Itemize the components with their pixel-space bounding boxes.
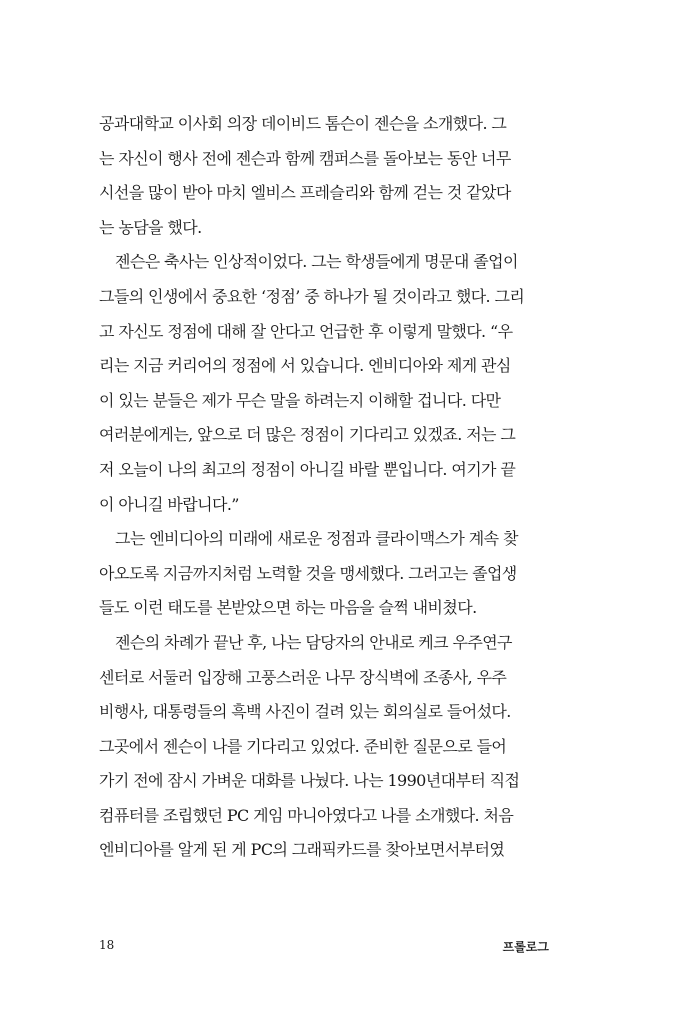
text-line: 젠슨은 축사는 인상적이었다. 그는 학생들에게 명문대 졸업이 (115, 252, 518, 272)
text-line: 고 자신도 정점에 대해 잘 안다고 언급한 후 이렇게 말했다. “우 (99, 321, 513, 341)
text-line: 들도 이런 태도를 본받았으면 하는 마음을 슬쩍 내비쳤다. (99, 598, 477, 618)
text-line: 가기 전에 잠시 가벼운 대화를 나눴다. 나는 1990년대부터 직접 (99, 771, 520, 791)
text-line: 그곳에서 젠슨이 나를 기다리고 있었다. 준비한 질문으로 들어 (99, 736, 507, 756)
text-line: 아오도록 지금까지처럼 노력할 것을 맹세했다. 그러고는 졸업생 (99, 563, 517, 583)
body-text (99, 107, 549, 868)
text-line: 그들의 인생에서 중요한 ‘정점’ 중 하나가 될 것이라고 했다. 그리 (99, 286, 525, 306)
text-line: 엔비디아를 알게 된 게 PC의 그래픽카드를 찾아보면서부터였 (99, 840, 505, 860)
text-line: 이 있는 분들은 제가 무슨 말을 하려는지 이해할 겁니다. 다만 (99, 390, 501, 410)
page-number: 18 (99, 938, 115, 952)
text-line: 시선을 많이 받아 마치 엘비스 프레슬리와 함께 걷는 것 같았다 (99, 183, 511, 203)
text-line: 컴퓨터를 조립했던 PC 게임 마니아였다고 나를 소개했다. 처음 (99, 805, 514, 825)
text-line: 비행사, 대통령들의 흑백 사진이 걸려 있는 회의실로 들어섰다. (99, 702, 511, 722)
text-line: 이 아니길 바랍니다.” (99, 494, 239, 514)
text-line: 젠슨의 차례가 끝난 후, 나는 담당자의 안내로 케크 우주연구 (115, 632, 512, 652)
text-line: 는 자신이 행사 전에 젠슨과 함께 캠퍼스를 돌아보는 동안 너무 (99, 148, 511, 168)
text-line: 그는 엔비디아의 미래에 새로운 정점과 클라이맥스가 계속 찾 (115, 529, 518, 549)
text-line: 공과대학교 이사회 의장 데이비드 톰슨이 젠슨을 소개했다. 그 (99, 114, 507, 133)
text-line: 저 오늘이 나의 최고의 정점이 아니길 바랄 뿐입니다. 여기가 끝 (99, 459, 516, 479)
page-footer (99, 938, 549, 958)
text-line: 는 농담을 했다. (99, 217, 202, 237)
section-title: 프롤로그 (502, 940, 549, 954)
text-line: 여러분에게는, 앞으로 더 많은 정점이 기다리고 있겠죠. 저는 그 (99, 425, 516, 445)
text-line: 리는 지금 커리어의 정점에 서 있습니다. 엔비디아와 제게 관심 (99, 356, 511, 376)
text-line: 센터로 서둘러 입장해 고풍스러운 나무 장식벽에 조종사, 우주 (99, 667, 507, 687)
